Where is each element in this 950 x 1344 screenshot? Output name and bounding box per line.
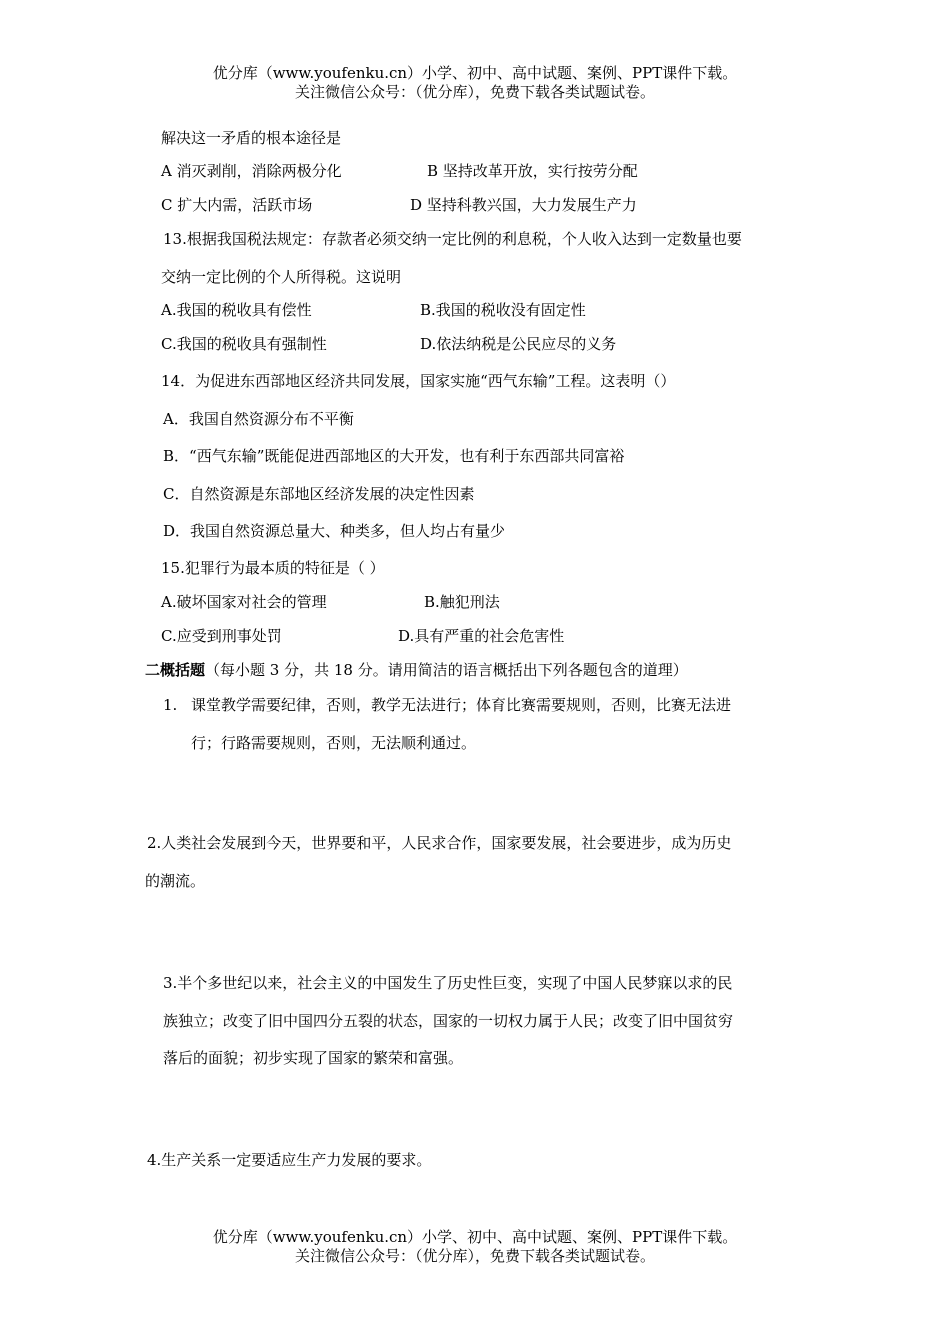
item-2-line-1: 2.人类社会发展到今天，世界要和平，人民求合作，国家要发展，社会要进步，成为历史 bbox=[147, 834, 732, 852]
q12-option-a: A 消灭剥削，消除两极分化 bbox=[161, 162, 342, 180]
item-3-line-3: 落后的面貌；初步实现了国家的繁荣和富强。 bbox=[163, 1049, 464, 1067]
section-2-instruction: （每小题 3 分，共 18 分。请用简洁的语言概括出下列各题包含的道理） bbox=[205, 661, 688, 679]
q13-option-d: D.依法纳税是公民应尽的义务 bbox=[420, 335, 617, 353]
q15-option-b: B.触犯刑法 bbox=[424, 593, 500, 611]
q13-option-b: B.我国的税收没有固定性 bbox=[420, 301, 586, 319]
q13-stem-line-1: 13.根据我国税法规定：存款者必须交纳一定比例的利息税，个人收入达到一定数量也要 bbox=[163, 230, 742, 248]
q15-option-c: C.应受到刑事处罚 bbox=[161, 627, 282, 645]
item-4-line-1: 4.生产关系一定要适应生产力发展的要求。 bbox=[147, 1151, 432, 1169]
section-2-title: 二概括题 bbox=[145, 661, 206, 679]
item-1-line-1: 课堂教学需要纪律，否则，教学无法进行；体育比赛需要规则，否则，比赛无法进 bbox=[191, 696, 732, 714]
q15-option-d: D.具有严重的社会危害性 bbox=[398, 627, 565, 645]
item-3-line-2: 族独立；改变了旧中国四分五裂的状态，国家的一切权力属于人民；改变了旧中国贫穷 bbox=[163, 1012, 734, 1030]
q14-option-d: D．我国自然资源总量大、种类多，但人均占有量少 bbox=[163, 522, 506, 540]
q12-option-b: B 坚持改革开放，实行按劳分配 bbox=[427, 162, 638, 180]
item-1-line-2: 行；行路需要规则，否则，无法顺利通过。 bbox=[191, 734, 477, 752]
q14-option-c: C．自然资源是东部地区经济发展的决定性因素 bbox=[163, 485, 475, 503]
q13-option-c: C.我国的税收具有强制性 bbox=[161, 335, 327, 353]
q15-stem: 15.犯罪行为最本质的特征是（ ） bbox=[161, 559, 385, 577]
q13-stem-line-2: 交纳一定比例的个人所得税。这说明 bbox=[161, 268, 402, 286]
header-line-2: 关注微信公众号：（优分库），免费下载各类试题试卷。 bbox=[294, 83, 655, 101]
page-header bbox=[0, 64, 950, 102]
q14-option-b: B．“西气东输”既能促进西部地区的大开发，也有利于东西部共同富裕 bbox=[163, 447, 625, 465]
q14-stem: 14．为促进东西部地区经济共同发展，国家实施“西气东输”工程。这表明（） bbox=[161, 372, 676, 390]
header-line-1: 优分库（www.youfenku.cn）小学、初中、高中试题、案例、PPT课件下载。 bbox=[212, 64, 738, 82]
item-3-line-1: 3.半个多世纪以来，社会主义的中国发生了历史性巨变，实现了中国人民梦寐以求的民 bbox=[163, 974, 733, 992]
q13-option-a: A.我国的税收具有偿性 bbox=[161, 301, 312, 319]
section-2-heading bbox=[145, 660, 688, 680]
item-1-number: 1. bbox=[163, 696, 178, 714]
page-footer bbox=[0, 1228, 950, 1266]
q12-stem: 解决这一矛盾的根本途径是 bbox=[161, 129, 342, 147]
footer-line-2: 关注微信公众号：（优分库），免费下载各类试题试卷。 bbox=[294, 1247, 655, 1265]
footer-line-1: 优分库（www.youfenku.cn）小学、初中、高中试题、案例、PPT课件下载。 bbox=[212, 1228, 738, 1246]
q12-option-c: C 扩大内需，活跃市场 bbox=[161, 196, 313, 214]
q12-option-d: D 坚持科教兴国，大力发展生产力 bbox=[410, 196, 637, 214]
q15-option-a: A.破坏国家对社会的管理 bbox=[161, 593, 327, 611]
q14-option-a: A．我国自然资源分布不平衡 bbox=[163, 410, 354, 428]
item-2-line-2: 的潮流。 bbox=[145, 872, 206, 890]
